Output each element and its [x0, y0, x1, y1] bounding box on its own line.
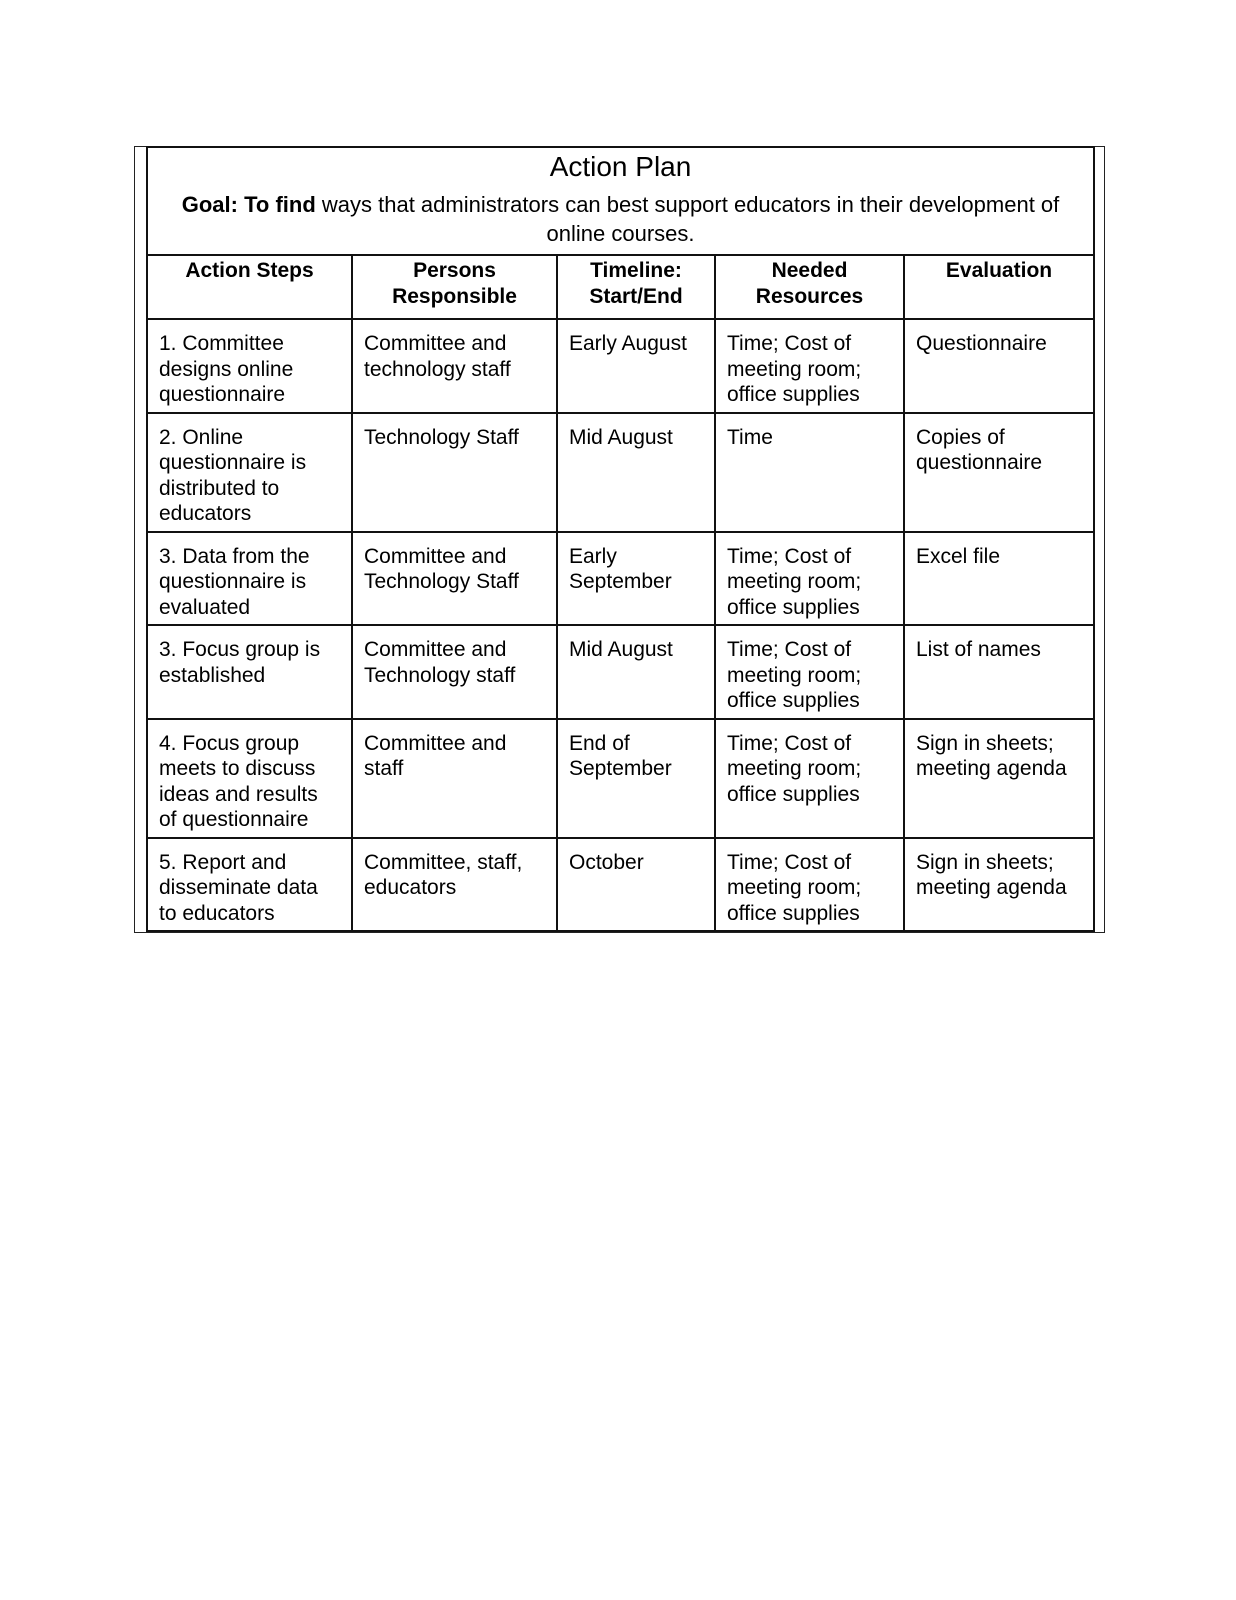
cell-action-step: 1. Committee designs online questionnaire	[147, 319, 352, 413]
cell-needed-resources: Time; Cost of meeting room; office supplies	[715, 532, 904, 626]
column-header-persons-responsible: Persons Responsible	[352, 255, 557, 319]
page-title: Action Plan	[549, 151, 692, 182]
cell-timeline: Mid August	[557, 413, 715, 532]
cell-evaluation: Sign in sheets; meeting agenda	[904, 838, 1094, 932]
cell-action-step: 4. Focus group meets to discuss ideas and results of questionnaire	[147, 719, 352, 838]
title-cell	[147, 147, 1094, 255]
title-row	[147, 147, 1094, 255]
goal-text: ways that administrators can best support educators in their development of online courses.	[315, 192, 1060, 246]
cell-needed-resources: Time; Cost of meeting room; office supplies	[715, 625, 904, 719]
cell-evaluation: Questionnaire	[904, 319, 1094, 413]
cell-action-step: 5. Report and disseminate data to educators	[147, 838, 352, 932]
cell-persons-responsible: Committee and Technology Staff	[352, 532, 557, 626]
table-row	[147, 719, 1094, 838]
table-row	[147, 319, 1094, 413]
cell-timeline: Early September	[557, 532, 715, 626]
cell-persons-responsible: Committee and staff	[352, 719, 557, 838]
cell-timeline: Early August	[557, 319, 715, 413]
cell-timeline: End of September	[557, 719, 715, 838]
goal-statement	[158, 190, 1083, 248]
table-row	[147, 413, 1094, 532]
cell-needed-resources: Time; Cost of meeting room; office supplies	[715, 319, 904, 413]
goal-label: Goal: To find	[181, 192, 316, 217]
cell-action-step: 3. Focus group is established	[147, 625, 352, 719]
cell-action-step: 3. Data from the questionnaire is evaluated	[147, 532, 352, 626]
column-header-timeline: Timeline: Start/End	[557, 255, 715, 319]
cell-persons-responsible: Committee, staff, educators	[352, 838, 557, 932]
column-header-action-steps: Action Steps	[147, 255, 352, 319]
cell-action-step: 2. Online questionnaire is distributed to educators	[147, 413, 352, 532]
cell-evaluation: List of names	[904, 625, 1094, 719]
column-header-needed-resources: Needed Resources	[715, 255, 904, 319]
cell-persons-responsible: Committee and technology staff	[352, 319, 557, 413]
cell-timeline: October	[557, 838, 715, 932]
cell-persons-responsible: Committee and Technology staff	[352, 625, 557, 719]
cell-evaluation: Sign in sheets; meeting agenda	[904, 719, 1094, 838]
table-row	[147, 838, 1094, 932]
cell-needed-resources: Time; Cost of meeting room; office supplies	[715, 838, 904, 932]
cell-evaluation: Excel file	[904, 532, 1094, 626]
cell-persons-responsible: Technology Staff	[352, 413, 557, 532]
table-row	[147, 625, 1094, 719]
cell-evaluation: Copies of questionnaire	[904, 413, 1094, 532]
cell-timeline: Mid August	[557, 625, 715, 719]
action-plan-table	[146, 146, 1095, 932]
table-row	[147, 532, 1094, 626]
cell-needed-resources: Time; Cost of meeting room; office supplies	[715, 719, 904, 838]
column-header-evaluation: Evaluation	[904, 255, 1094, 319]
header-row	[147, 255, 1094, 319]
cell-needed-resources: Time	[715, 413, 904, 532]
